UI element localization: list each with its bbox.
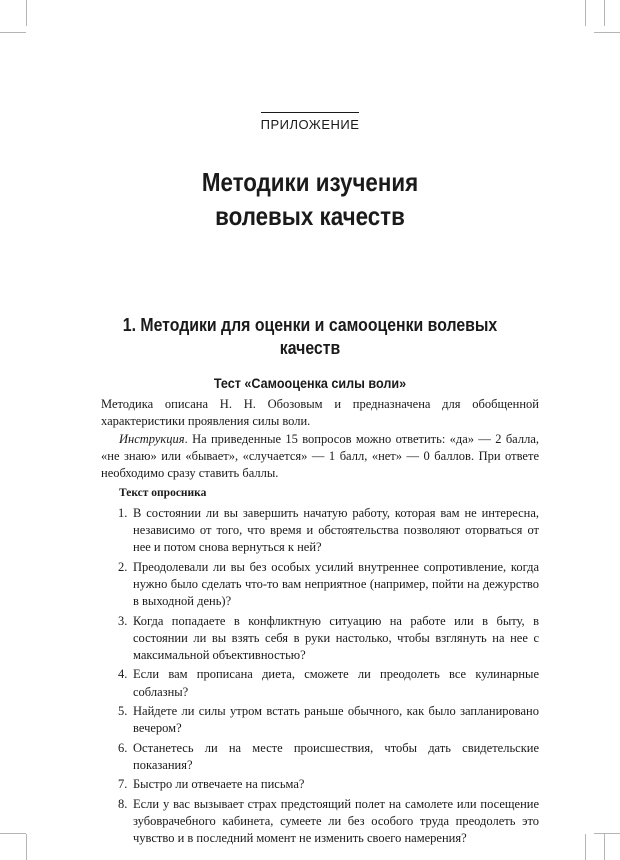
section-heading-text: 1. Методики для оценки и самооценки волевых качеств <box>122 315 498 358</box>
question-text: В состоянии ли вы завершить начатую работу, которая вам не интересна, независимо от того, что время и обстоятельства позволяют оторваться от нее и потом снова вернуться к ней? <box>133 505 539 555</box>
crop-mark <box>26 0 27 26</box>
appendix-label-text: ПРИЛОЖЕНИЕ <box>261 112 360 132</box>
question-text: Найдете ли силы утром встать раньше обычного, как было запланировано вечером? <box>133 704 539 736</box>
question-number: 7. <box>118 777 128 792</box>
question-item <box>101 703 539 738</box>
question-text: Когда попадаете в конфликтную ситуацию на работе или в быту, в состоянии ли вы взять себя в руки настолько, чтобы взглянуть на нее с максимальной объективностью? <box>133 613 539 663</box>
question-item <box>101 613 539 665</box>
page-title-text: Методики изучения волевых качеств <box>201 167 419 231</box>
question-item <box>101 796 539 848</box>
question-number: 1. <box>118 505 128 520</box>
question-number: 2. <box>118 559 128 574</box>
crop-mark <box>604 834 605 860</box>
crop-mark <box>604 0 605 26</box>
crop-mark <box>26 834 27 860</box>
question-text: Если вам прописана диета, сможете ли преодолеть все кулинарные соблазны? <box>133 667 539 699</box>
question-item <box>101 740 539 775</box>
question-number: 3. <box>118 613 128 628</box>
crop-mark <box>585 0 586 26</box>
instruction-label: Инструкция <box>119 431 185 446</box>
crop-mark <box>0 833 26 834</box>
question-number: 4. <box>118 667 128 682</box>
question-number: 5. <box>118 704 128 719</box>
crop-mark <box>594 833 620 834</box>
question-text: Преодолевали ли вы без особых усилий внутреннее сопротивление, когда нужно было сделать что-то вам неприятное (например, пойти на дежурство в выходной день)? <box>133 559 539 609</box>
question-text: Быстро ли отвечаете на письма? <box>133 777 305 792</box>
section-heading <box>37 314 583 360</box>
crop-mark <box>585 834 586 860</box>
questionnaire-heading: Текст опросника <box>119 487 207 500</box>
question-item <box>101 776 539 793</box>
question-item <box>101 505 539 557</box>
question-text: Останетесь ли на месте происшествия, чтобы дать свидетельские показания? <box>133 740 539 772</box>
intro-paragraph: Методика описана Н. Н. Обозовым и предназначена для обобщенной характеристики проявления силы воли. <box>101 397 539 429</box>
question-number: 6. <box>118 740 128 755</box>
question-number: 8. <box>118 796 128 811</box>
instruction-text: . На приведенные 15 вопросов можно ответить: «да» — 2 балла, «не знаю» или «бывает», «случается» — 1 балл, «нет» — 0 баллов. При ответе необходимо сразу ставить баллы. <box>101 431 539 481</box>
body-text <box>101 396 539 849</box>
question-item <box>101 666 539 701</box>
question-list <box>101 505 539 848</box>
crop-mark <box>594 32 620 33</box>
page-title <box>43 165 576 233</box>
question-item <box>101 559 539 611</box>
test-heading: Тест «Самооценка силы воли» <box>213 375 407 391</box>
instruction-paragraph <box>101 431 539 483</box>
appendix-label <box>0 112 620 134</box>
crop-mark <box>0 32 26 33</box>
question-text: Если у вас вызывает страх предстоящий полет на самолете или посещение зубоврачебного кабинета, сумеете ли без особого труда преодолеть это чувство и в последний момент не изменить своего намерения? <box>133 796 539 846</box>
